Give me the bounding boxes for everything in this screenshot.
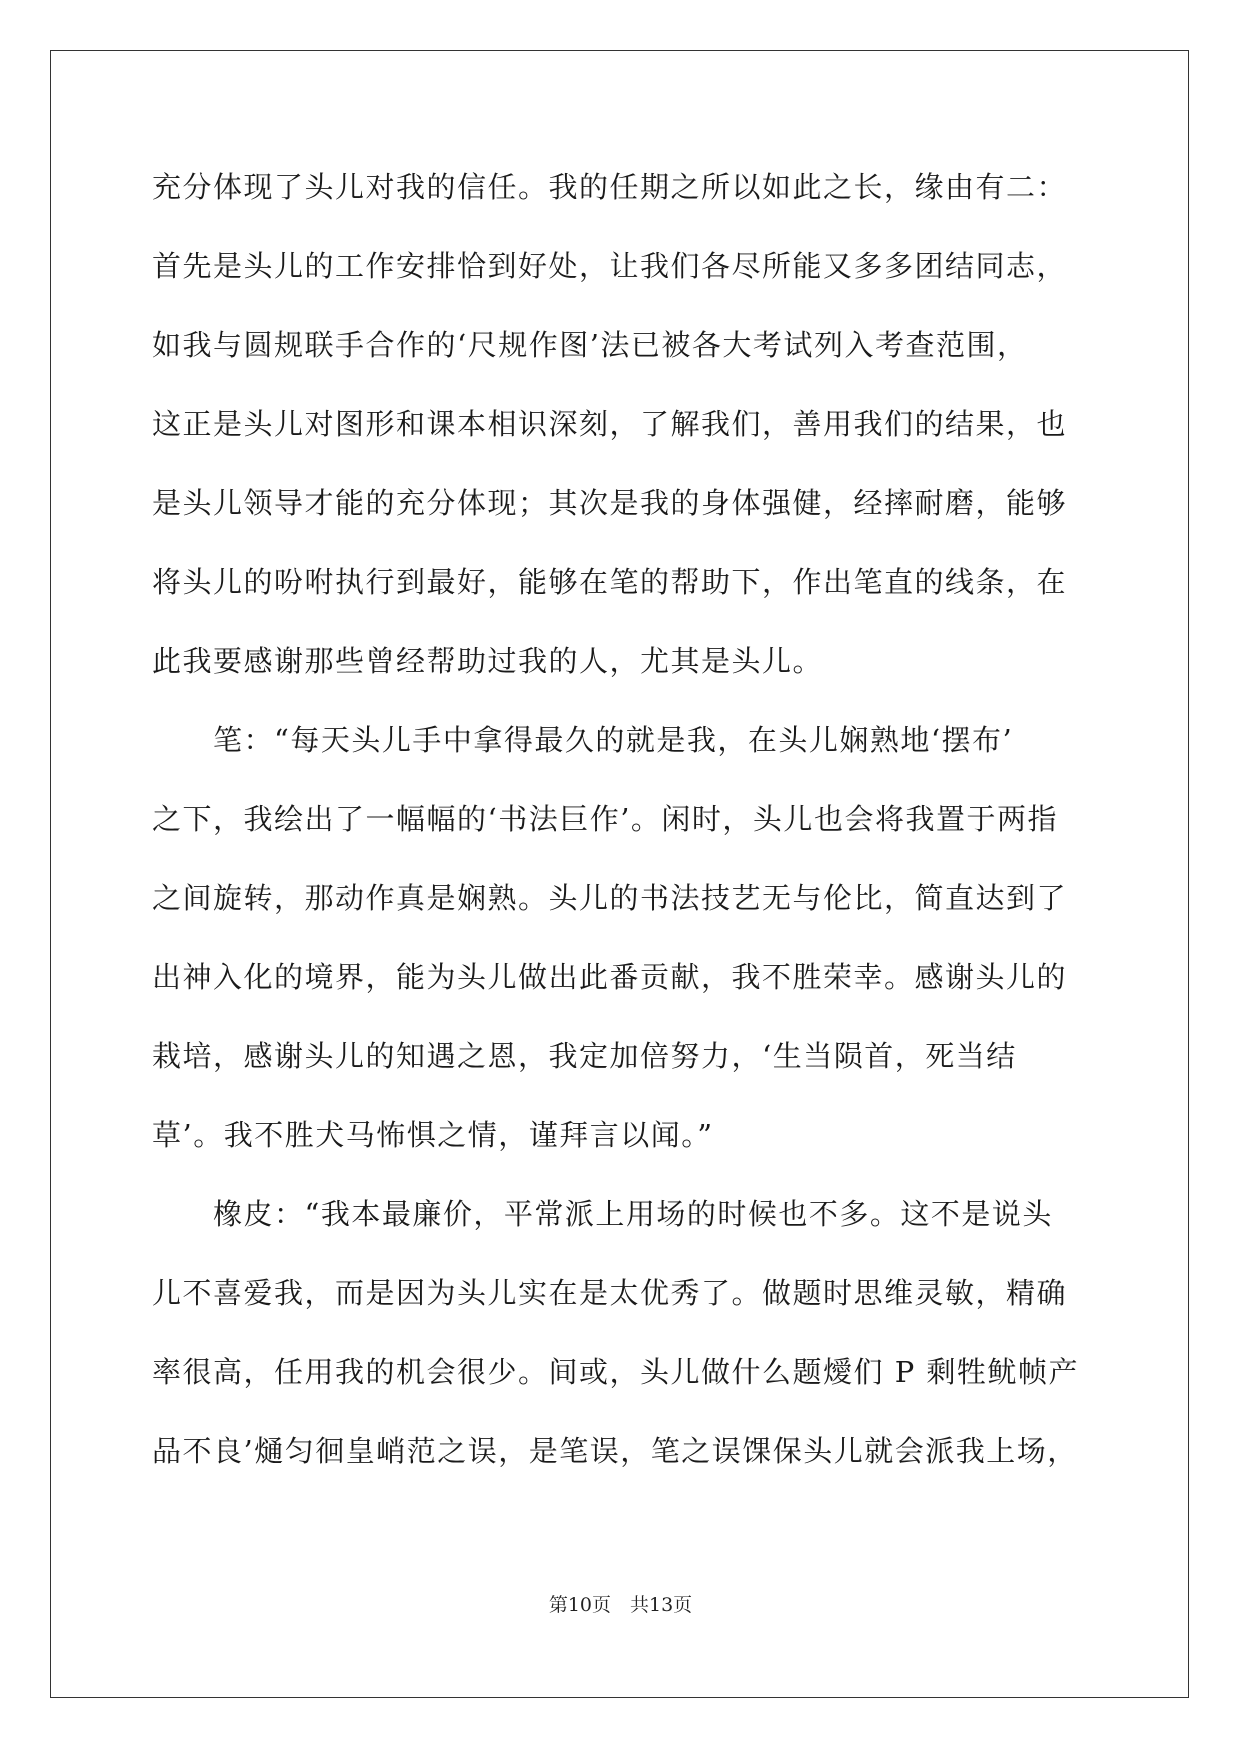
text-line: 将头儿的吩咐执行到最好，能够在笔的帮助下，作出笔直的线条，在 bbox=[152, 565, 1068, 599]
text-line: 这正是头儿对图形和课本相识深刻，了解我们，善用我们的结果，也 bbox=[152, 407, 1068, 441]
page-number: 第10页 共13页 bbox=[548, 1594, 693, 1616]
text-line: 栽培，感谢头儿的知遇之恩，我定加倍努力，‘生当陨首，死当结 bbox=[152, 1039, 1017, 1073]
text-line: 是头儿领导才能的充分体现；其次是我的身体强健，经摔耐磨，能够 bbox=[152, 486, 1068, 520]
text-line: 出神入化的境界，能为头儿做出此番贡献，我不胜荣幸。感谢头儿的 bbox=[152, 960, 1068, 994]
text-line: 草’。我不胜犬马怖惧之情，谨拜言以闻。” bbox=[152, 1118, 714, 1152]
text-line: 之间旋转，那动作真是娴熟。头儿的书法技艺无与伦比，简直达到了 bbox=[152, 881, 1068, 915]
text-line: 如我与圆规联手合作的‘尺规作图’法已被各大考试列入考查范围， bbox=[152, 328, 1028, 362]
text-line: 橡皮：“我本最廉价，平常派上用场的时候也不多。这不是说头 bbox=[152, 1197, 1053, 1231]
text-line: 品不良’熥匀徊皇峭范之误，是笔误，笔之误馃保头儿就会派我上场， bbox=[152, 1434, 1078, 1468]
document-body bbox=[152, 148, 1092, 1491]
text-line: 此我要感谢那些曾经帮助过我的人，尤其是头儿。 bbox=[152, 644, 824, 678]
text-line: 之下，我绘出了一幅幅的‘书法巨作’。闲时，头儿也会将我置于两指 bbox=[152, 802, 1058, 836]
text-line: 率很高，任用我的机会很少。间或，头儿做什么题燰们 P 剩牲鱿帧产 bbox=[152, 1355, 1079, 1389]
text-line: 首先是头儿的工作安排恰到好处，让我们各尽所能又多多团结同志， bbox=[152, 249, 1068, 283]
text-line: 儿不喜爱我，而是因为头儿实在是太优秀了。做题时思维灵敏，精确 bbox=[152, 1276, 1068, 1310]
text-line: 笔：“每天头儿手中拿得最久的就是我，在头儿娴熟地‘摆布’ bbox=[152, 723, 1014, 757]
text-line: 充分体现了头儿对我的信任。我的任期之所以如此之长，缘由有二： bbox=[152, 170, 1068, 204]
